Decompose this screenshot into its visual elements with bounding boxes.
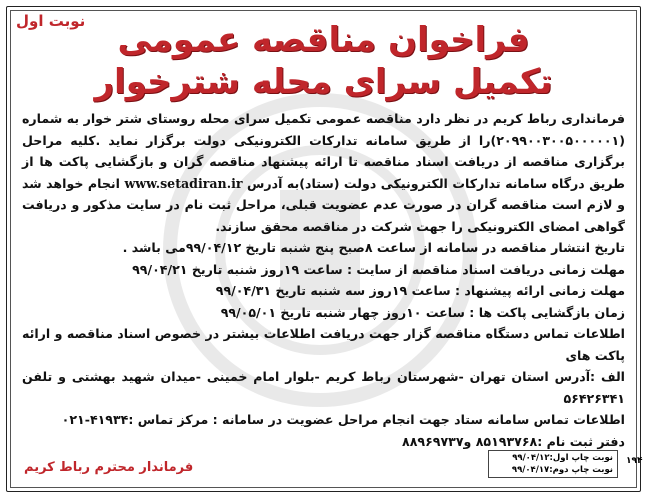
registration-office-line: دفتر ثبت نام :۸۵۱۹۳۷۶۸ و۸۸۹۶۹۷۳۷ [402,433,625,449]
signature: فرماندار محترم رباط کریم [24,460,194,475]
contact-intro-line: اطلاعات تماس دستگاه مناقصه گزار جهت دریافت اطلاعات بیشتر در خصوص اسناد مناقصه و ارائه پاکت های [22,326,625,363]
setad-url-link[interactable]: www.setadiran.ir [124,175,243,191]
title-line-1: فراخوان مناقصه عمومی [117,20,530,60]
publish-date-line: تاریخ انتشار مناقصه در سامانه از ساعت ۸صبح پنج شنبه تاریخ ۹۹/۰۴/۱۲می باشد . [122,240,625,255]
opening-time-line: زمان بازگشایی پاکت ها : ساعت ۱۰روز چهار شنبه تاریخ ۹۹/۰۵/۰۱ [220,304,625,320]
contact-address-line: الف :آدرس استان تهران -شهرستان رباط کریم -بلوار امام خمینی -میدان شهید بهشتی و تلفن ۵۶۴۲۶۳۴۱ [22,369,625,406]
page-number: ۱۹۴ [626,456,643,466]
submit-deadline-line: مهلت زمانی ارائه پیشنهاد : ساعت ۱۹روز سه شنبه تاریخ ۹۹/۰۴/۳۱ [215,283,625,298]
title-line-2: تکمیل سرای محله شترخوار [94,62,553,102]
main-paragraph [22,108,625,237]
first-publication-badge: نوبت اول [16,12,86,30]
main-paragraph-part-b: انجام خواهد شد و لازم است مناقصه گران در صورت عدم عضویت قبلی، مراحل ثبت نام در سایت مذکور و دریافت گواهی امضای الکترونیکی را جهت شرکت در مناقصه محقق سازند. [22,175,625,234]
notice-body [22,108,625,452]
receive-deadline-line: مهلت زمانی دریافت اسناد مناقصه از سایت : ساعت ۱۹روز شنبه تاریخ ۹۹/۰۴/۲۱ [132,261,625,277]
setad-contact-line: اطلاعات تماس سامانه ستاد جهت انجام مراحل عضویت در سامانه : مرکز تماس :۴۱۹۳۴-۰۲۱ [61,412,625,427]
main-paragraph-part-a: فرمانداری رباط کریم در نظر دارد مناقصه عمومی تکمیل سرای محله روستای شتر خوار به شماره (۲۰۹۹۰۰۳۰۰۵۰۰۰۰۰۱)را از طریق سامانه تدارکات الکترونیکی دولت برگزار نماید .کلیه مراحل برگزاری مناقصه از دریافت اسناد مناقصه تا ارائه پیشنهاد مناقصه گران و بازگشایی پاکت ها از طریق درگاه سامانه تدارکات الکترونیکی دولت (ستاد)به آدرس [22,111,625,191]
print-date-second: نوبت چاپ دوم:۹۹/۰۴/۱۷ [511,465,613,475]
print-dates-box [488,450,618,478]
print-date-first: نوبت چاپ اول:۹۹/۰۴/۱۲ [512,453,613,463]
